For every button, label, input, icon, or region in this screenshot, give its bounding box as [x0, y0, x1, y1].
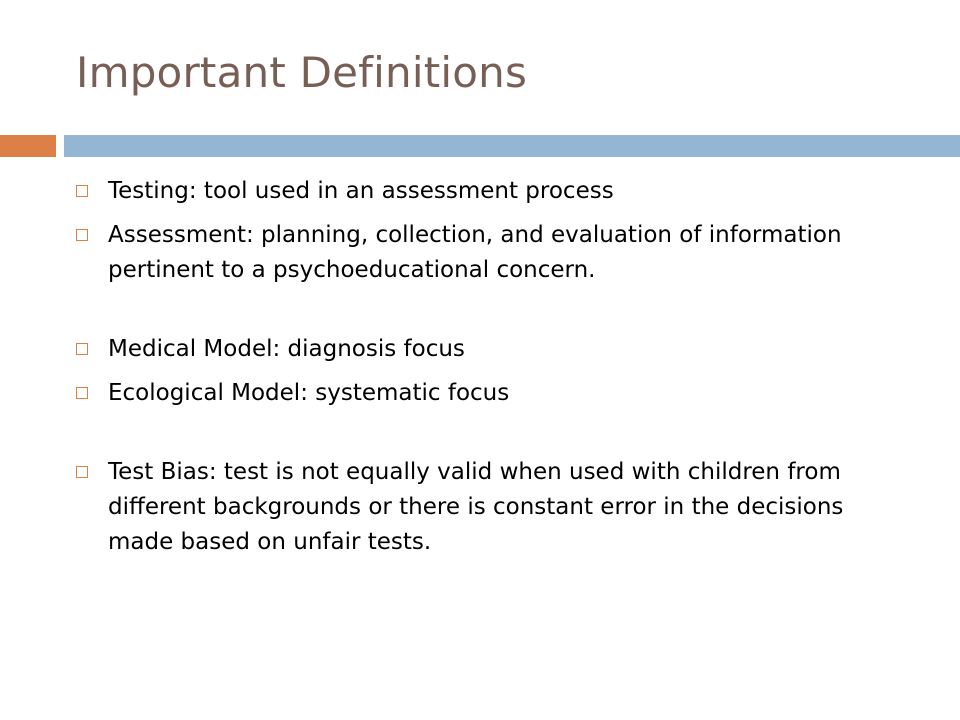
hollow-square-icon [76, 466, 88, 478]
hollow-square-icon [76, 185, 88, 197]
bullet-item [76, 376, 896, 411]
bullet-text: Assessment: planning, collection, and evaluation of information pertinent to a psychoeducational concern. [108, 222, 842, 283]
bullet-text: Testing: tool used in an assessment process [108, 178, 614, 204]
hollow-square-icon [76, 387, 88, 399]
hollow-square-icon [76, 229, 88, 241]
bullet-item [76, 455, 896, 560]
bullet-item [76, 218, 896, 288]
bullet-item [76, 332, 896, 367]
bullet-list [76, 174, 896, 569]
slide-title: Important Definitions [76, 48, 528, 97]
title-accent-bar-orange [0, 135, 56, 157]
bullet-text: Test Bias: test is not equally valid when used with children from different backgrounds or there is constant error in the decisions made based on unfair tests. [108, 459, 844, 555]
bullet-item [76, 174, 896, 209]
bullet-text: Ecological Model: systematic focus [108, 380, 510, 406]
title-accent-bar-blue [64, 135, 960, 157]
hollow-square-icon [76, 343, 88, 355]
bullet-text: Medical Model: diagnosis focus [108, 336, 465, 362]
